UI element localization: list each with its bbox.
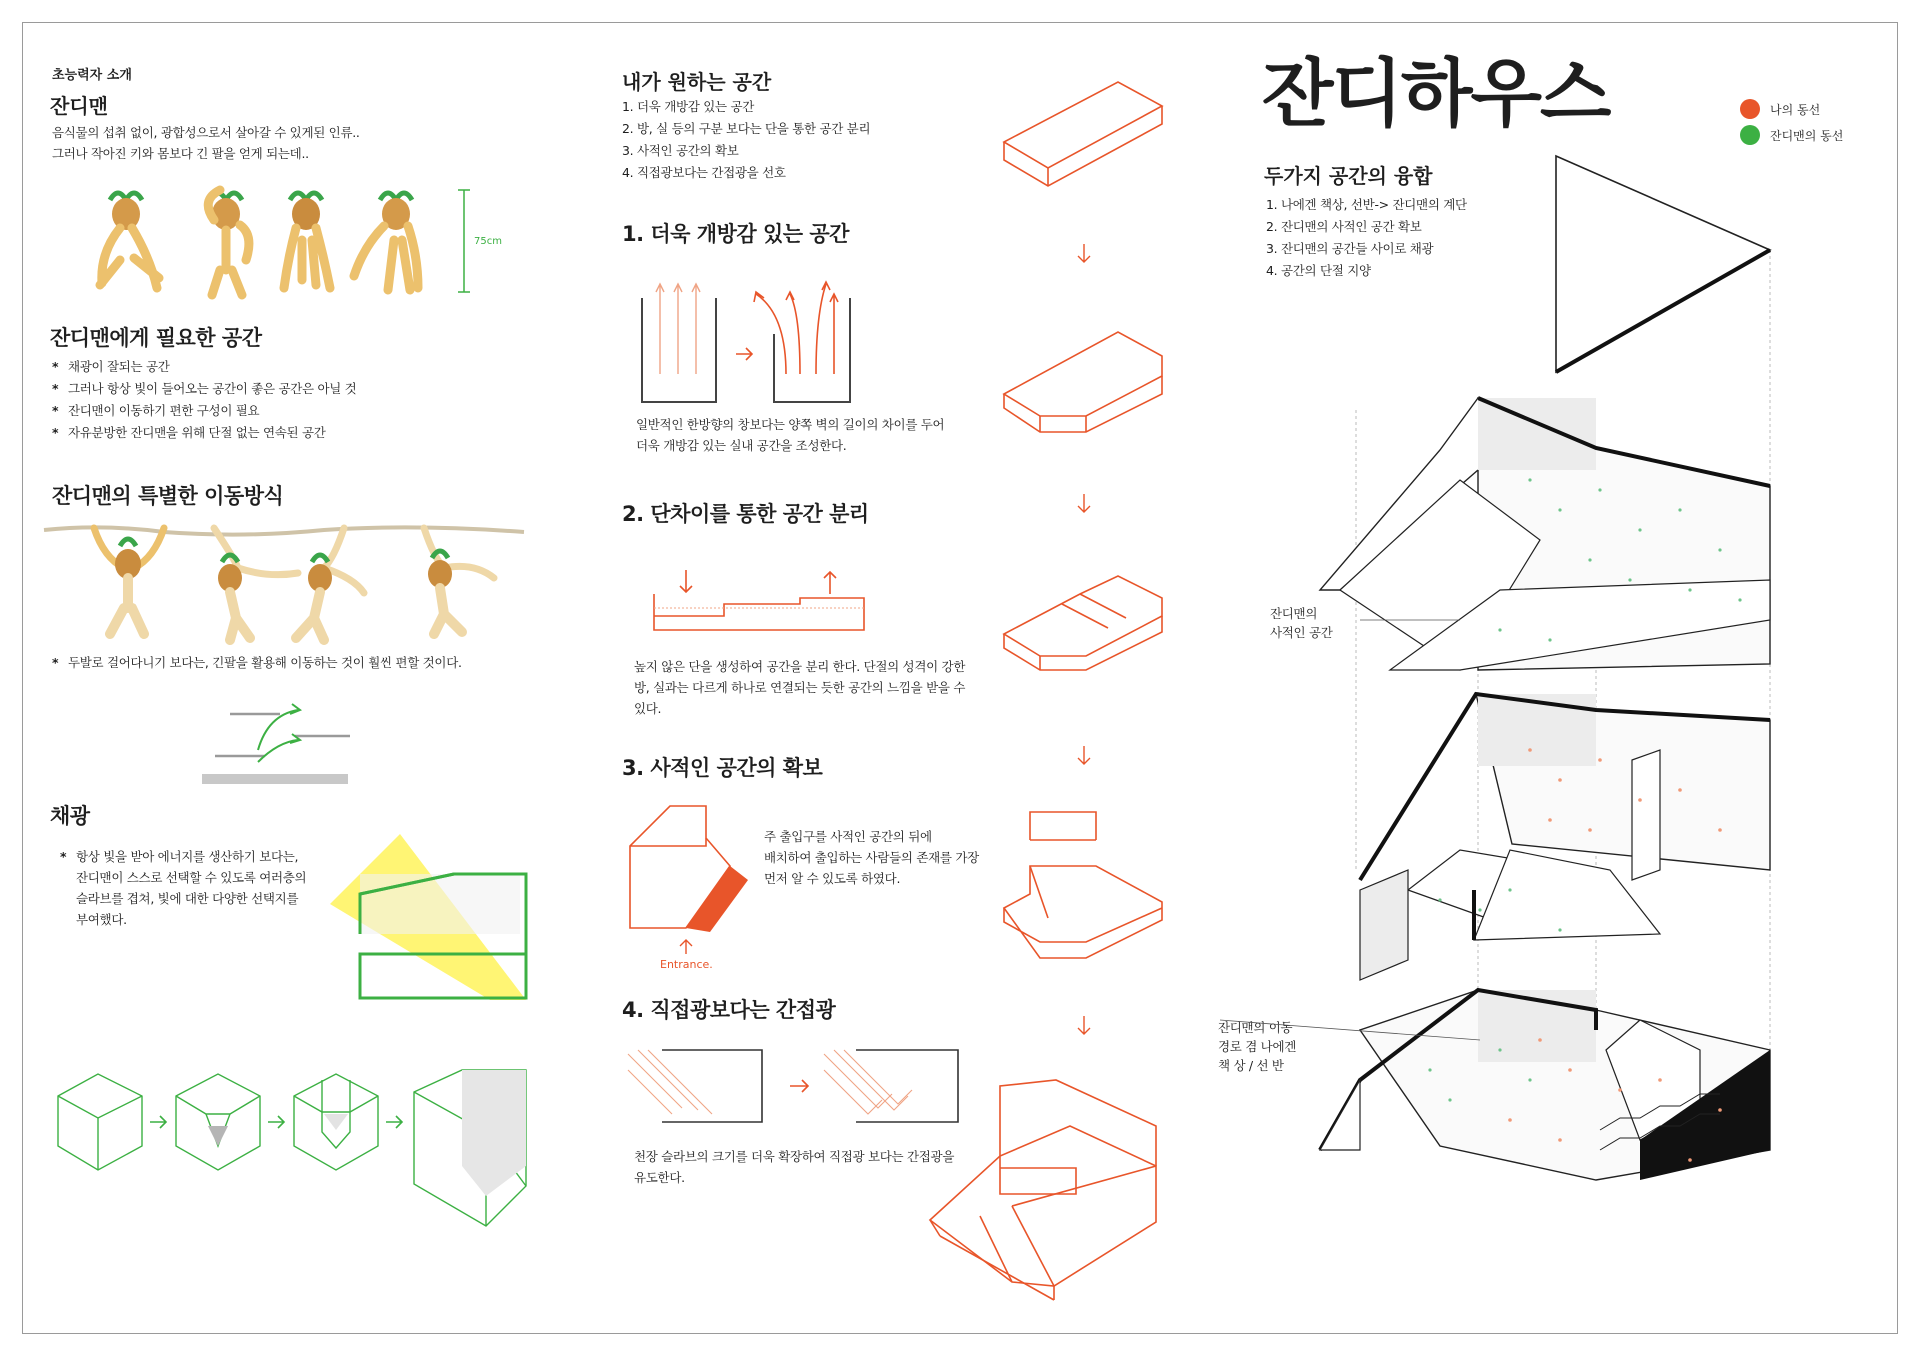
section-3-line: 주 출입구를 사적인 공간의 뒤에 <box>764 829 932 844</box>
light-line: 부여했다. <box>76 912 127 927</box>
legend-item-grassman-path <box>1740 122 1843 148</box>
intro-text <box>52 122 360 164</box>
callout-line: 잔디맨의 <box>1270 606 1318 621</box>
light-line: 슬라브를 겹쳐, 빛에 대한 다양한 선택지를 <box>76 891 299 906</box>
light-text <box>60 846 306 930</box>
section-1-line: 일반적인 한방향의 창보다는 양쪽 벽의 길이의 차이를 두어 <box>636 417 945 432</box>
isometric-slab-sequence <box>1000 76 1180 1296</box>
lower-floor <box>1320 990 1770 1180</box>
wants-item: 1. 더욱 개방감 있는 공간 <box>622 99 754 114</box>
intro-line: 그러나 작아진 키와 몸보다 긴 팔을 얻게 되는데.. <box>52 146 309 161</box>
legend <box>1740 96 1843 148</box>
section-2-title: 2. 단차이를 통한 공간 분리 <box>622 502 869 526</box>
swing-movement-diagram <box>200 690 360 790</box>
upper-floor <box>1320 398 1770 670</box>
legend-label: 잔디맨의 동선 <box>1770 128 1844 143</box>
hanging-figure <box>214 528 298 640</box>
grassman-figure <box>100 193 159 288</box>
cube-evolution-diagram <box>58 1066 538 1236</box>
grassman-figure <box>354 193 418 290</box>
hanging-figure <box>424 528 494 634</box>
callout-line: 경로 겸 나에겐 <box>1218 1039 1296 1054</box>
grassman-figure <box>284 193 330 288</box>
indirect-light-diagram <box>628 1046 968 1126</box>
section-2-text <box>634 656 965 719</box>
private-space-plan-diagram <box>626 804 756 944</box>
legend-label: 나의 동선 <box>1770 102 1821 117</box>
grassman-poses-illustration <box>80 180 500 300</box>
light-line: * 항상 빛을 받아 에너지를 생산하기 보다는, <box>60 849 299 864</box>
callout-line: 사적인 공간 <box>1270 625 1333 640</box>
light-line: 잔디맨이 스스로 선택할 수 있도록 여러층의 <box>76 870 307 885</box>
section-3-title: 3. 사적인 공간의 확보 <box>622 756 823 780</box>
needs-item: * 채광이 잘되는 공간 <box>50 356 356 378</box>
grassman-figure <box>208 190 249 295</box>
openness-wall-diagram <box>640 274 860 404</box>
movement-note-item: * 두발로 걸어다니기 보다는, 긴팔을 활용해 이동하는 것이 훨씬 편할 것이다. <box>50 652 462 674</box>
section-3-line: 먼저 알 수 있도록 하였다. <box>764 871 901 886</box>
fusion-title: 두가지 공간의 융합 <box>1264 164 1433 188</box>
hanging-figure <box>296 528 364 640</box>
wants-item: 4. 직접광보다는 간접광을 선호 <box>622 165 786 180</box>
section-3-line: 배치하여 출입하는 사람들의 존재를 가장 <box>764 850 979 865</box>
movement-note <box>50 652 462 674</box>
needs-item: * 자유분방한 잔디맨을 위해 단절 없는 연속된 공간 <box>50 422 356 444</box>
light-line-text: 항상 빛을 받아 에너지를 생산하기 보다는, <box>76 849 299 864</box>
callout-line: 잔디맨의 이동 <box>1218 1020 1293 1035</box>
wants-list <box>622 96 870 184</box>
main-title: 잔디하우스 <box>1262 51 1610 137</box>
exploded-axonometric-house <box>1300 150 1880 1280</box>
middle-floor <box>1360 694 1770 980</box>
needs-item: * 잔디맨이 이동하기 편한 구성이 필요 <box>50 400 356 422</box>
section-1-title: 1. 더욱 개방감 있는 공간 <box>622 222 849 246</box>
callout-line: 책 상 / 선 반 <box>1218 1058 1284 1073</box>
needs-item: * 그러나 항상 빛이 들어오는 공간이 좋은 공간은 아닐 것 <box>50 378 356 400</box>
fusion-item: 3. 잔디맨의 공간들 사이로 채광 <box>1266 241 1434 256</box>
green-path-icon <box>1740 125 1760 145</box>
section-4-line: 유도한다. <box>634 1170 685 1185</box>
entrance-label: Entrance. <box>660 958 713 971</box>
wants-item: 3. 사적인 공간의 확보 <box>622 143 739 158</box>
needs-title: 잔디맨에게 필요한 공간 <box>50 326 262 350</box>
section-2-line: 높지 않은 단을 생성하여 공간을 분리 한다. 단절의 성격이 강한 <box>634 659 966 674</box>
height-label: 75cm <box>474 236 502 247</box>
hanging-grassman-illustration <box>44 520 534 640</box>
light-title: 채광 <box>50 804 90 828</box>
fusion-item: 2. 잔디맨의 사적인 공간 확보 <box>1266 219 1422 234</box>
section-4-line: 천장 슬라브의 크기를 더욱 확장하여 직접광 보다는 간접광을 <box>634 1149 955 1164</box>
wants-item: 2. 방, 실 등의 구분 보다는 단을 통한 공간 분리 <box>622 121 871 136</box>
intro-line: 음식물의 섭취 없이, 광합성으로서 살아갈 수 있게된 인류.. <box>52 125 360 140</box>
hanging-figure <box>94 528 164 634</box>
movement-title: 잔디맨의 특별한 이동방식 <box>52 484 284 508</box>
superpower-label: 초능력자 소개 <box>52 68 132 83</box>
section-2-line: 방, 실과는 다르게 하나로 연결되는 듯한 공간의 느낌을 받을 수 <box>634 680 966 695</box>
needs-list <box>50 356 356 444</box>
level-difference-diagram <box>650 564 870 634</box>
layered-slab-light-diagram <box>330 834 530 1004</box>
fusion-item: 1. 나에겐 책상, 선반-> 잔디맨의 계단 <box>1266 197 1467 212</box>
wants-title: 내가 원하는 공간 <box>622 70 772 94</box>
section-1-text <box>636 414 944 456</box>
legend-item-my-path <box>1740 96 1843 122</box>
callout-movement-path <box>1218 1018 1296 1075</box>
section-2-line: 있다. <box>634 701 662 716</box>
character-name: 잔디맨 <box>50 94 108 118</box>
section-1-line: 더욱 개방감 있는 실내 공간을 조성한다. <box>636 438 847 453</box>
orange-path-icon <box>1740 99 1760 119</box>
fusion-item: 4. 공간의 단절 지양 <box>1266 263 1371 278</box>
section-4-text <box>634 1146 954 1188</box>
section-3-text <box>764 826 979 889</box>
section-4-title: 4. 직접광보다는 간접광 <box>622 998 836 1022</box>
